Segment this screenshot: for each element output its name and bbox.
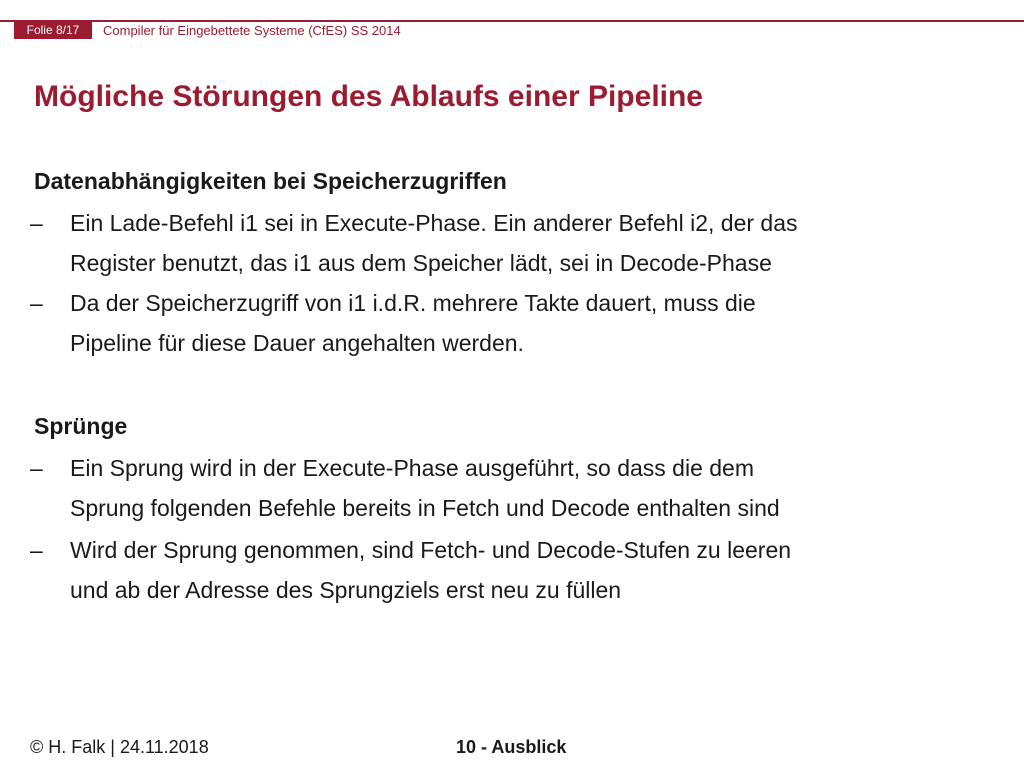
course-title: Compiler für Eingebettete Systeme (CfES) SS 2014 <box>103 23 401 38</box>
bullet-line: Sprung folgenden Befehle bereits in Fetch und Decode enthalten sind <box>70 495 780 521</box>
bullet-line: Register benutzt, das i1 aus dem Speicher lädt, sei in Decode-Phase <box>70 250 772 276</box>
bullet-line: Da der Speicherzugriff von i1 i.d.R. mehrere Takte dauert, muss die <box>70 290 756 316</box>
bullet-line: Pipeline für diese Dauer angehalten werden. <box>70 330 524 356</box>
bullet-line: und ab der Adresse des Sprungziels erst neu zu füllen <box>70 577 622 603</box>
section-heading-jumps: Sprünge <box>34 413 128 439</box>
footer-chapter: 10 - Ausblick <box>456 737 567 757</box>
slide-number-badge: Folie 8/17 <box>14 21 92 39</box>
bullet-line: Wird der Sprung genommen, sind Fetch- und Decode-Stufen zu leeren <box>70 537 792 563</box>
bullet-line: Ein Sprung wird in der Execute-Phase ausgeführt, so dass die dem <box>70 455 754 481</box>
section-heading-data-dependencies: Datenabhängigkeiten bei Speicherzugriffen <box>34 168 507 194</box>
footer-author-date: © H. Falk | 24.11.2018 <box>30 737 209 757</box>
bullet-line: Ein Lade-Befehl i1 sei in Execute-Phase. Ein anderer Befehl i2, der das <box>70 210 798 236</box>
bullet-dash: – <box>30 210 43 236</box>
bullet-dash: – <box>30 537 43 563</box>
bullet-dash: – <box>30 455 43 481</box>
bullet-dash: – <box>30 290 43 316</box>
header-rule <box>0 20 1024 22</box>
slide-title: Mögliche Störungen des Ablaufs einer Pipeline <box>34 80 703 113</box>
